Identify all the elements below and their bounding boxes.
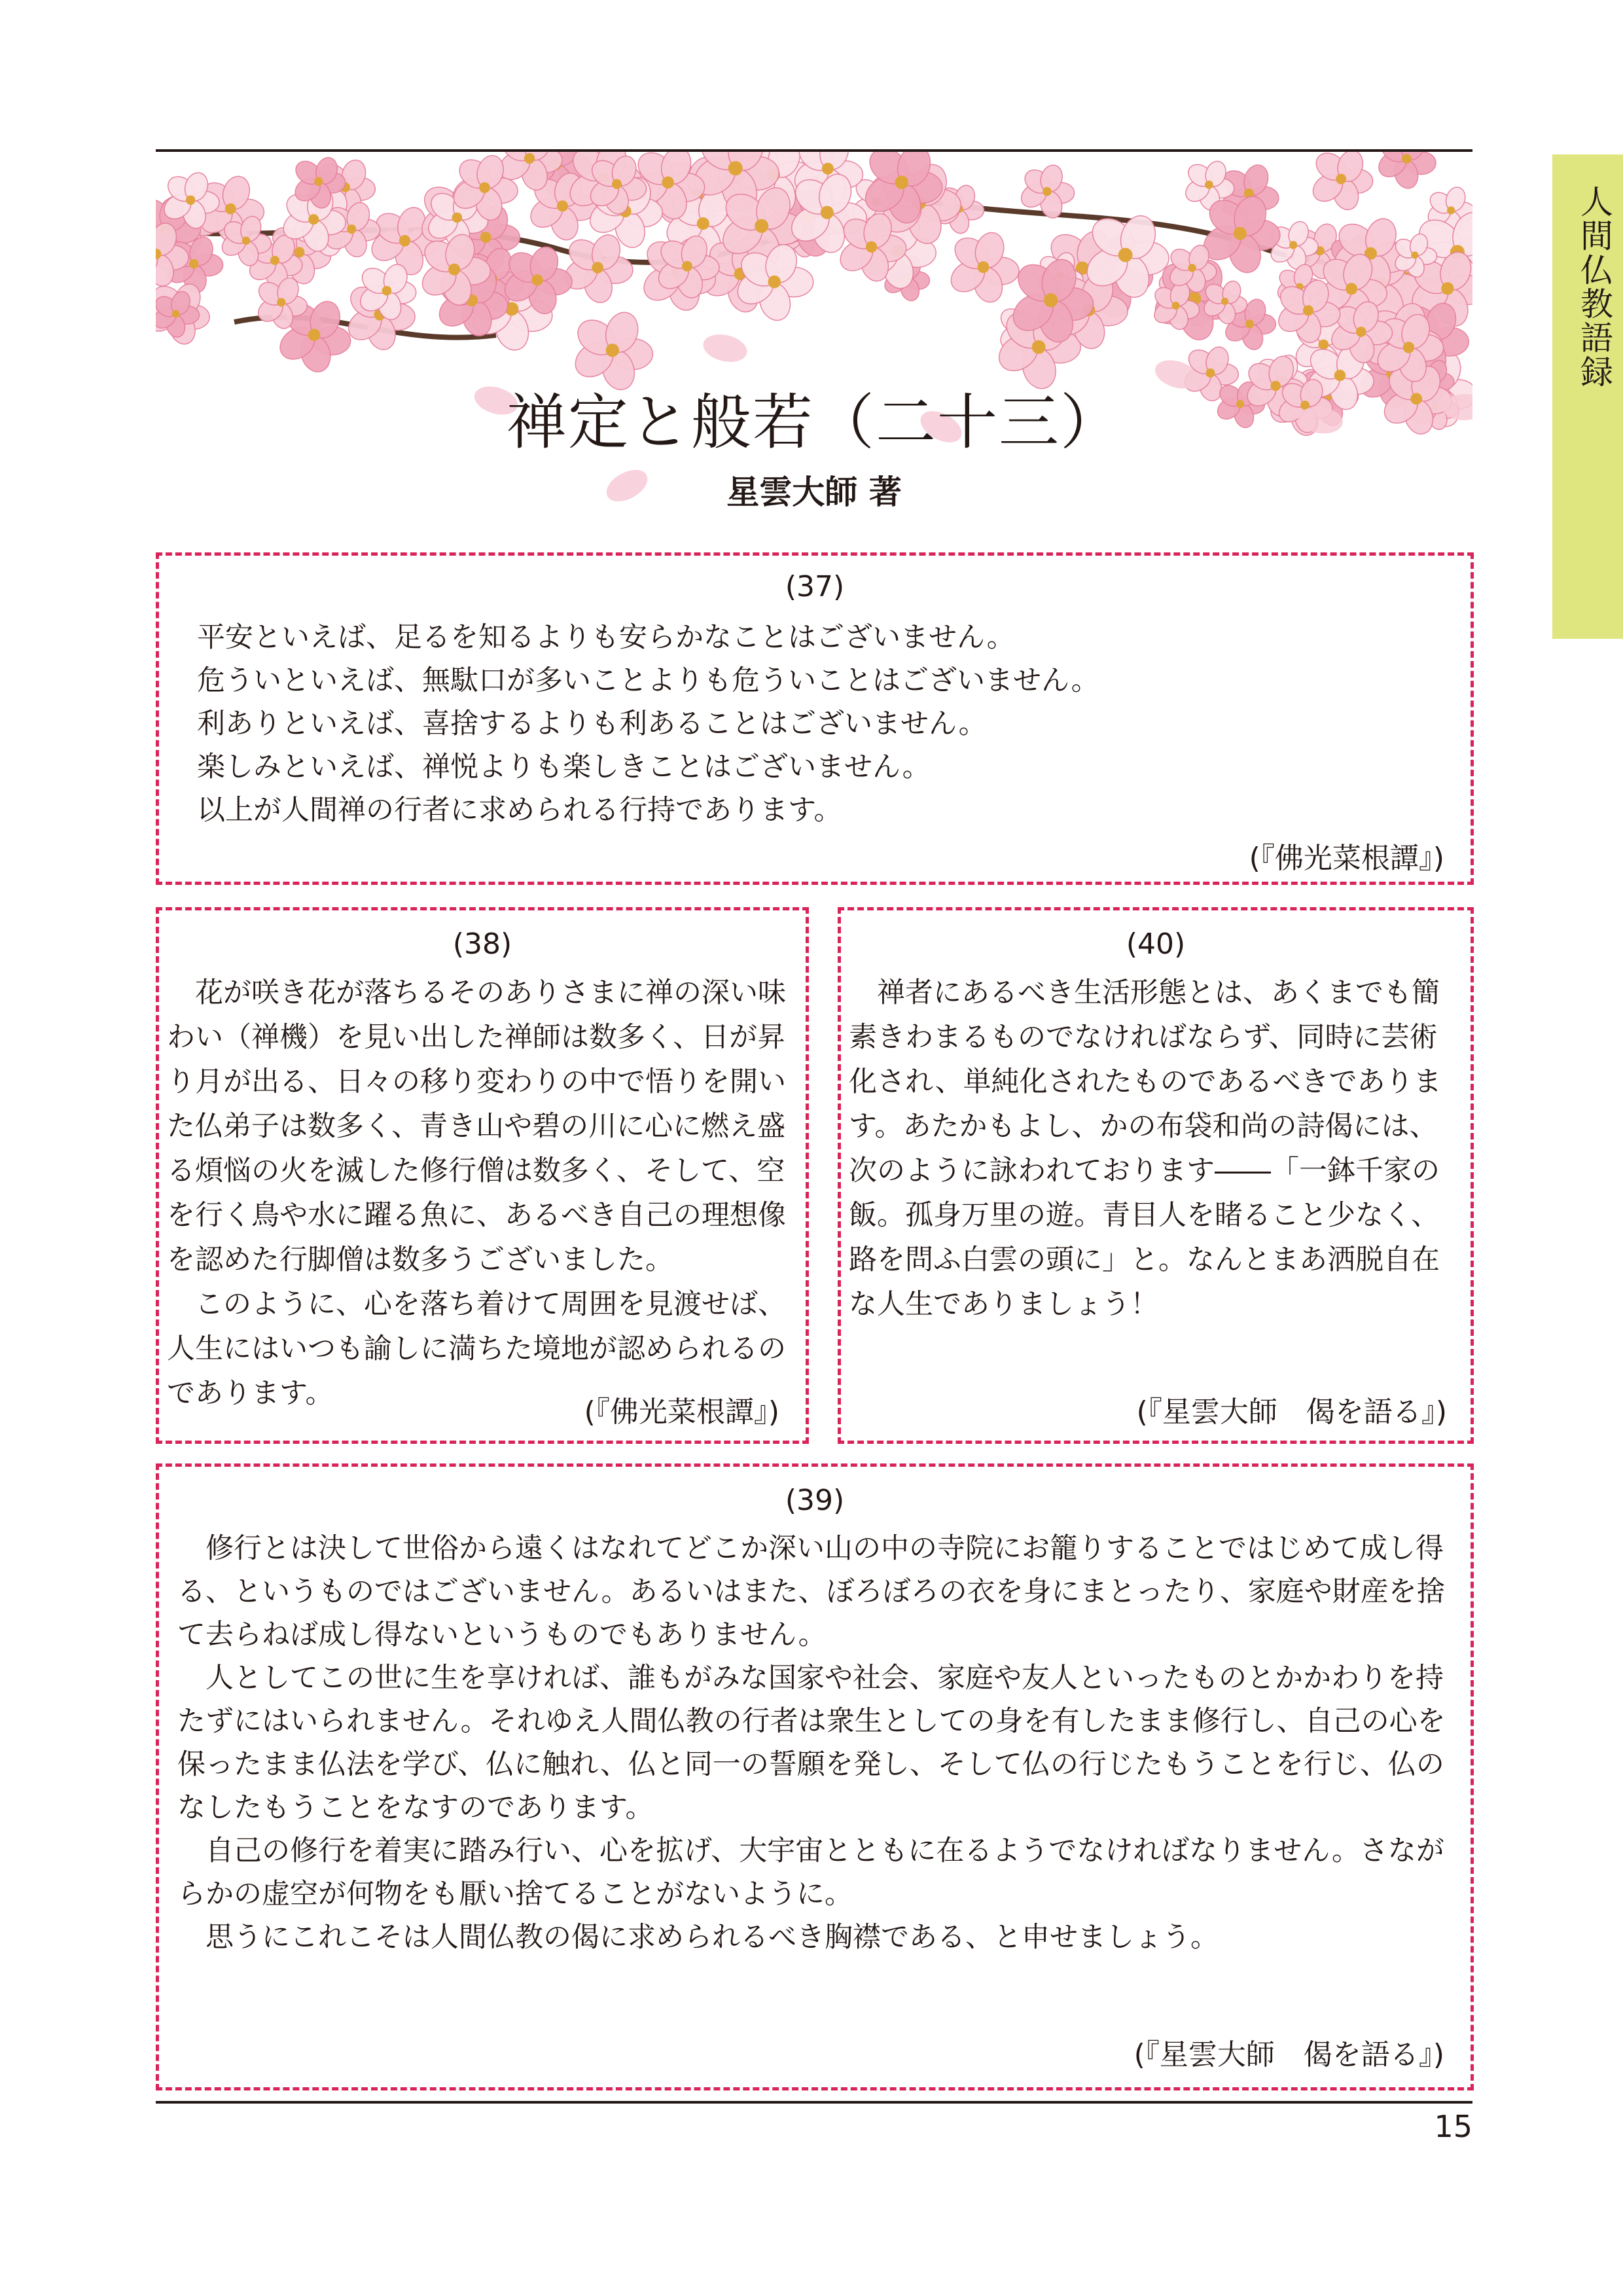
quote-box-38: [156, 907, 809, 1444]
blossom: [945, 229, 1019, 306]
quote-body: [167, 971, 799, 1416]
blossom: [1308, 152, 1372, 213]
quote-number: (40): [1126, 927, 1186, 961]
quote-paragraph: このように、心を落ち着けて周囲を見渡せば、人生にはいつも諭しに満ちた境地が認められるのであります。: [167, 1288, 786, 1410]
quote-box-37: [156, 552, 1474, 885]
quote-line: 利ありといえば、喜捨するよりも利あることはございません。: [197, 708, 987, 740]
quote-line: 以上が人間禅の行者に求められる行持であります。: [197, 794, 842, 827]
quote-number: (37): [785, 570, 845, 603]
quote-line: 平安といえば、足るを知るよりも安らかなことはございません。: [197, 621, 1015, 654]
quote-source: (『佛光菜根譚』): [1249, 842, 1444, 875]
quote-paragraph: 思うにこれこそは人間仏教の偈に求められるべき胸襟である、と申せましょう。: [205, 1921, 1219, 1954]
falling-petal: [700, 331, 749, 366]
article-author: 星雲大師 著: [726, 473, 902, 511]
section-side-tab: [1552, 154, 1623, 639]
quote-source: (『佛光菜根譚』): [584, 1395, 779, 1429]
page-number: 15: [1434, 2109, 1472, 2144]
quote-paragraph: 自己の修行を着実に踏み行い、心を拡げ、大宇宙とともに在るようでなければなりません。さながらかの虚空が何物をも厭い捨てることがないように。: [177, 1835, 1444, 1910]
quote-paragraph: 禅者にあるべき生活形態とは、あくまでも簡素きわまるものでなければならず、同時に芸術化され、単純化されたものであるべきであります。あたかもよし、かの布袋和尚の詩偈には、次のように詠われております――「一鉢千家の飯。孤身万里の遊。青目人を睹ること少なく、路を問ふ白雲の頭に」と。なんとまあ洒脱自在な人生でありましょう！: [849, 977, 1442, 1321]
blossom: [1374, 152, 1436, 191]
side-tab-label: 人間仏教語録: [1575, 185, 1613, 389]
article-title: 禅定と般若（二十三）: [506, 387, 1122, 457]
quote-box-39: [156, 1463, 1474, 2090]
quote-body: [197, 616, 1451, 832]
quote-source: (『星雲大師 偈を語る』): [1136, 1395, 1447, 1429]
quote-number: (39): [785, 1484, 845, 1517]
quote-paragraph: 花が咲き花が落ちるそのありさまに禅の深い味わい（禅機）を見い出した禅師は数多く、日が昇り月が出る、日々の移り変わりの中で悟りを開いた仏弟子は数多く、青き山や碧の川に心に燃え盛る煩悩の火を滅した修行僧は数多く、そして、空を行く鳥や水に躍る魚に、あるべき自己の理想像を認めた行脚僧は数多うございました。: [167, 977, 786, 1276]
quote-body: [177, 1527, 1461, 1959]
quote-box-40: [838, 907, 1474, 1444]
quote-line: 楽しみといえば、禅悦よりも楽しきことはございません。: [197, 751, 931, 783]
quote-source: (『星雲大師 偈を語る』): [1133, 2038, 1444, 2072]
bottom-rule: [156, 2101, 1472, 2104]
cherry-blossom-illustration: [156, 152, 1472, 518]
quote-line: 危ういといえば、無駄口が多いことよりも危ういことはございません。: [197, 664, 1099, 697]
quote-number: (38): [452, 927, 512, 961]
quote-body: [849, 971, 1464, 1327]
quote-paragraph: 人としてこの世に生を享ければ、誰もがみな国家や社会、家庭や友人といったものとかかわりを持たずにはいられません。それゆえ人間仏教の行者は衆生としての身を有したまま修行し、自己の心を保ったまま仏法を学び、仏に触れ、仏と同一の誓願を発し、そして仏の行じたもうことを行じ、仏のなしたもうことをなすのであります。: [177, 1662, 1446, 1824]
quote-paragraph: 修行とは決して世俗から遠くはなれてどこか深い山の中の寺院にお籠りすることではじめて成し得る、というものではございません。あるいはまた、ぼろぼろの衣を身にまとったり、家庭や財産を捨て去らねば成し得ないというものでもありません。: [177, 1532, 1445, 1651]
